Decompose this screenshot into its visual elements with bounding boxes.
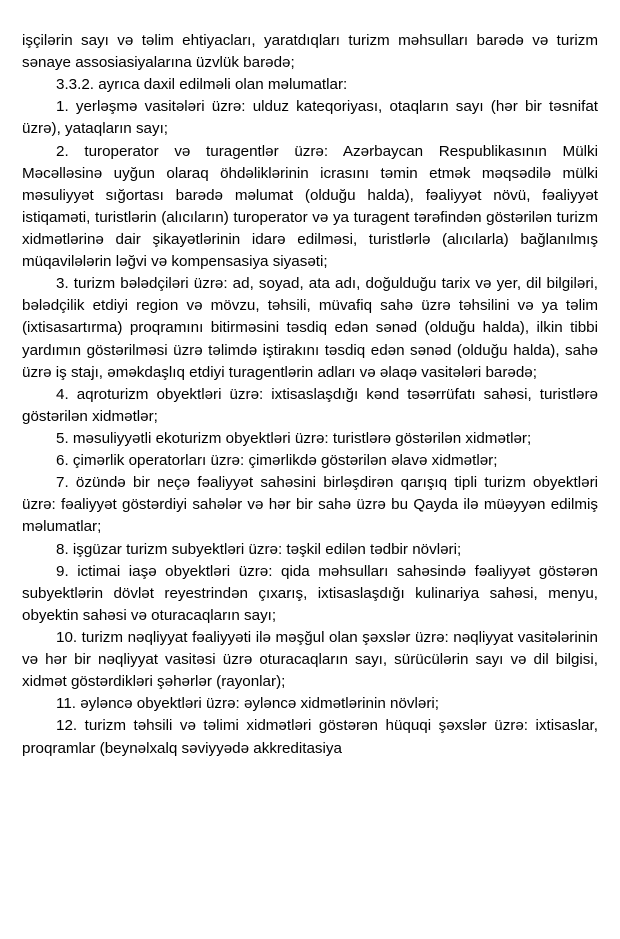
paragraph-item-3: 3. turizm bələdçiləri üzrə: ad, soyad, ata adı, doğulduğu tarix və yer, dil bilgiləri, bələdçilik etdiyi region və mövzu, təhsili, müvafiq sahə üzrə təhsilini və ya təlim (ixtisasartırma) proqramını bitirməsini təsdiq edən sənəd (olduğu halda), ilkin tibbi yardımın göstərilməsi üzrə təlimdə iştirakını təsdiq edən sənəd (olduğu halda), sahə üzrə iş stajı, əməkdaşlıq etdiyi turagentlərin adları və əlaqə vasitələri barədə; bbox=[22, 275, 598, 381]
paragraph-item-4: 4. aqroturizm obyektləri üzrə: ixtisaslaşdığı kənd təsərrüfatı sahəsi, turistlərə göstərilən xidmətlər; bbox=[22, 385, 598, 425]
paragraph-item-2: 2. turoperator və turagentlər üzrə: Azərbaycan Respublikasının Mülki Məcəlləsinə uyğun olaraq öhdəliklərinin icrasını təmin etmək məqsədilə mülki məsuliyyət sığortası barədə məlumat (olduğu halda), fəaliyyət növü, fəaliyyət istiqaməti, turistlərin (alıcıların) turoperator və ya turagent tərəfindən göstərilən turizm xidmətlərinə dair şikayətlərinin idarə edilməsi, turistlərlə (alıcılarla) bağlanılmış müqavilələrin ləğvi və kompensasiya siyasəti; bbox=[22, 142, 598, 271]
paragraph-item-11: 11. əyləncə obyektləri üzrə: əyləncə xidmətlərinin növləri; bbox=[56, 695, 439, 713]
paragraph-item-6: 6. çimərlik operatorları üzrə: çimərlikdə göstərilən əlavə xidmətlər; bbox=[56, 452, 498, 470]
paragraph-item-10: 10. turizm nəqliyyat fəaliyyəti ilə məşğul olan şəxslər üzrə: nəqliyyat vasitələrinin və hər bir nəqliyyat vasitəsi üzrə oturacaqların sayı, sürücülərin sayı və dil bilgisi, xidmət göstərdikləri şəhərlər (rayonlar); bbox=[22, 628, 598, 691]
paragraph-item-8: 8. işgüzar turizm subyektləri üzrə: təşkil edilən tədbir növləri; bbox=[56, 540, 462, 558]
paragraph-item-7: 7. özündə bir neçə fəaliyyət sahəsini birləşdirən qarışıq tipli turizm obyektləri üzrə: fəaliyyət göstərdiyi sahələr və hər bir sahə üzrə bu Qayda ilə müəyyən edilmiş məlumatlar; bbox=[22, 474, 598, 536]
document-body bbox=[22, 30, 598, 760]
paragraph: işçilərin sayı və təlim ehtiyacları, yaratdıqları turizm məhsulları barədə və turizm sənaye assosiasiyalarına üzvlük barədə; bbox=[22, 32, 598, 72]
paragraph-clause-3-3-2: 3.3.2. ayrıca daxil edilməli olan məlumatlar: bbox=[56, 76, 348, 94]
paragraph-item-12: 12. turizm təhsili və təlimi xidmətləri göstərən hüquqi şəxslər üzrə: ixtisaslar, proqramlar (beynəlxalq səviyyədə akkreditasiya bbox=[22, 717, 598, 757]
paragraph-item-5: 5. məsuliyyətli ekoturizm obyektləri üzrə: turistlərə göstərilən xidmətlər; bbox=[56, 429, 532, 447]
paragraph-item-9: 9. ictimai iaşə obyektləri üzrə: qida məhsulları sahəsində fəaliyyət göstərən subyektlərin dövlət reyestrindən çıxarış, ixtisaslaşdığı kulinariya sahəsi, menyu, obyektin sahəsi və oturacaqların sayı; bbox=[22, 562, 598, 624]
paragraph-item-1: 1. yerləşmə vasitələri üzrə: ulduz kateqoriyası, otaqların sayı (hər bir təsnifat üzrə), yataqların sayı; bbox=[22, 98, 598, 138]
